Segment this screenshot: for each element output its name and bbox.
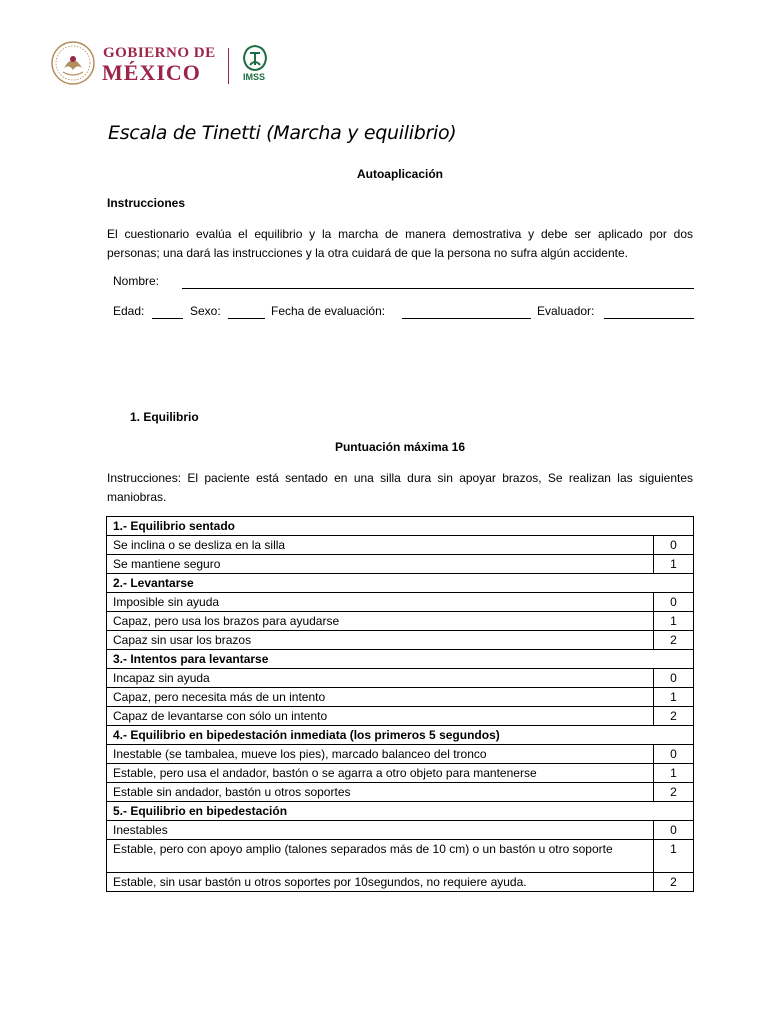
option-score[interactable]: 1 xyxy=(654,555,694,574)
item-header-row xyxy=(107,726,694,745)
option-row xyxy=(107,669,694,688)
coat-of-arms-seal-icon xyxy=(50,40,96,86)
evaluador-label: Evaluador: xyxy=(537,304,595,318)
max-score-label: Puntuación máxima 16 xyxy=(334,440,466,454)
option-row xyxy=(107,631,694,650)
section-instructions: Instrucciones: El paciente está sentado en una silla dura sin apoyar brazos, Se realizan las siguientes maniobras. xyxy=(107,471,693,504)
item-title: 5.- Equilibrio en bipedestación xyxy=(107,802,694,821)
option-text: Capaz, pero necesita más de un intento xyxy=(107,688,654,707)
option-row xyxy=(107,555,694,574)
instructions-paragraph: El cuestionario evalúa el equilibrio y la marcha de manera demostrativa y debe ser aplicado por dos personas; una dará las instrucciones y la otra cuidará de que la persona no sufra algún accidente. xyxy=(107,227,693,260)
item-title: 3.- Intentos para levantarse xyxy=(107,650,694,669)
sexo-field[interactable] xyxy=(228,318,265,319)
option-score[interactable]: 1 xyxy=(654,688,694,707)
option-row xyxy=(107,745,694,764)
option-text: Inestables xyxy=(107,821,654,840)
option-text: Estable sin andador, bastón u otros soportes xyxy=(107,783,654,802)
option-text: Se mantiene seguro xyxy=(107,555,654,574)
option-text: Incapaz sin ayuda xyxy=(107,669,654,688)
option-score[interactable]: 1 xyxy=(654,840,694,873)
option-row xyxy=(107,593,694,612)
edad-field[interactable] xyxy=(152,318,183,319)
option-row xyxy=(107,783,694,802)
item-title: 4.- Equilibrio en bipedestación inmediata (los primeros 5 segundos) xyxy=(107,726,694,745)
instructions-heading: Instrucciones xyxy=(107,196,186,210)
option-text: Estable, sin usar bastón u otros soportes por 10segundos, no requiere ayuda. xyxy=(107,873,654,892)
option-row xyxy=(107,873,694,892)
item-header-row xyxy=(107,802,694,821)
option-score[interactable]: 0 xyxy=(654,821,694,840)
edad-label: Edad: xyxy=(113,304,145,318)
option-row xyxy=(107,612,694,631)
option-row xyxy=(107,536,694,555)
option-score[interactable]: 2 xyxy=(654,873,694,892)
option-score[interactable]: 0 xyxy=(654,593,694,612)
option-score[interactable]: 2 xyxy=(654,631,694,650)
option-score[interactable]: 1 xyxy=(654,612,694,631)
option-score[interactable]: 1 xyxy=(654,764,694,783)
option-text: Inestable (se tambalea, mueve los pies), marcado balanceo del tronco xyxy=(107,745,654,764)
fecha-label: Fecha de evaluación: xyxy=(271,304,386,318)
section-heading: 1. Equilibrio xyxy=(130,410,199,424)
option-text: Imposible sin ayuda xyxy=(107,593,654,612)
option-score[interactable]: 2 xyxy=(654,707,694,726)
option-text: Capaz de levantarse con sólo un intento xyxy=(107,707,654,726)
option-text: Estable, pero usa el andador, bastón o se agarra a otro objeto para mantenerse xyxy=(107,764,654,783)
fecha-field[interactable] xyxy=(402,318,531,319)
option-row xyxy=(107,764,694,783)
option-row xyxy=(107,707,694,726)
option-row xyxy=(107,688,694,707)
item-header-row xyxy=(107,574,694,593)
option-row xyxy=(107,821,694,840)
document-subtitle: Autoaplicación xyxy=(356,167,443,181)
nombre-label: Nombre: xyxy=(113,274,160,288)
evaluador-field[interactable] xyxy=(604,318,694,319)
item-title: 2.- Levantarse xyxy=(107,574,694,593)
option-score[interactable]: 2 xyxy=(654,783,694,802)
option-text: Capaz sin usar los brazos xyxy=(107,631,654,650)
option-score[interactable]: 0 xyxy=(654,669,694,688)
page-header xyxy=(50,40,290,88)
item-title: 1.- Equilibrio sentado xyxy=(107,517,694,536)
government-name-line1: GOBIERNO DE xyxy=(103,45,216,61)
option-row xyxy=(107,840,694,873)
imss-label: IMSS xyxy=(243,72,266,82)
government-name-line2: MÉXICO xyxy=(102,60,201,85)
nombre-field[interactable] xyxy=(182,288,694,289)
document-title: Escala de Tinetti (Marcha y equilibrio) xyxy=(108,122,457,144)
option-score[interactable]: 0 xyxy=(654,536,694,555)
option-text: Estable, pero con apoyo amplio (talones separados más de 10 cm) o un bastón u otro soporte xyxy=(107,840,654,873)
balance-scale-table xyxy=(106,516,694,892)
option-text: Capaz, pero usa los brazos para ayudarse xyxy=(107,612,654,631)
sexo-label: Sexo: xyxy=(190,304,221,318)
option-text: Se inclina o se desliza en la silla xyxy=(107,536,654,555)
imss-logo-icon xyxy=(240,44,270,72)
header-divider xyxy=(228,48,229,84)
item-header-row xyxy=(107,650,694,669)
option-score[interactable]: 0 xyxy=(654,745,694,764)
item-header-row xyxy=(107,517,694,536)
